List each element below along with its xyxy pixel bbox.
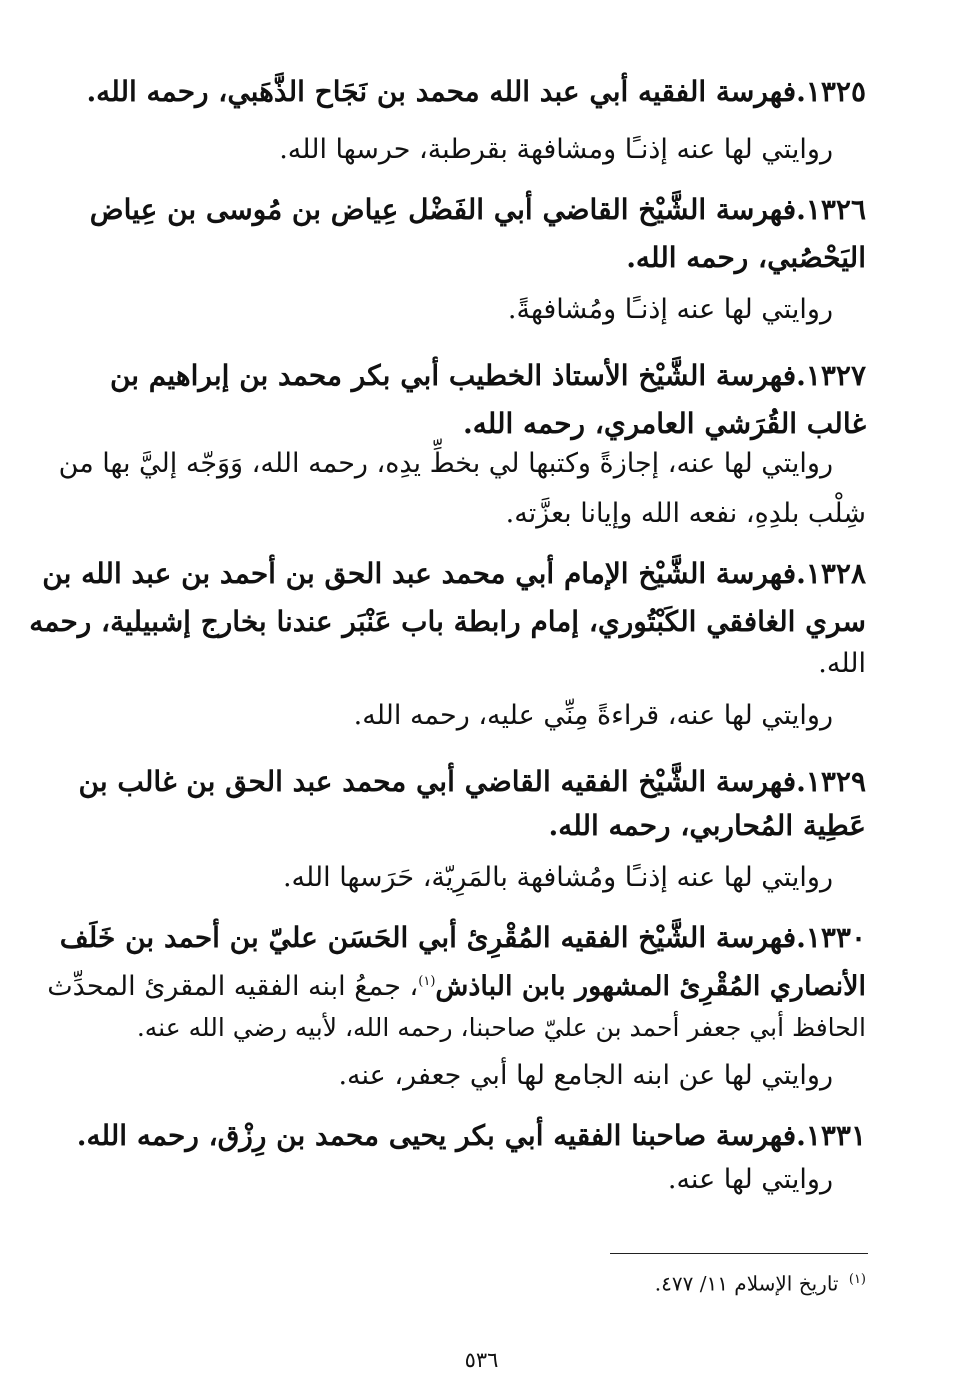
- entry-1327-title-cont: غالب القُرَشي العامري، رحمه الله.: [462, 407, 866, 440]
- entry-1330-title-bold-part: الأنصاري المُقْرِئ المشهور بابن الباذش: [435, 971, 866, 1002]
- entry-1330-title-cont: [47, 962, 866, 1002]
- entry-1327-title: ١٣٢٧.فهرسة الشَّيْخ الأستاذ الخطيب أبي بكر محمد بن إبراهيم بن: [109, 359, 866, 392]
- footnote: [655, 1266, 866, 1298]
- entry-1326-narration: روايتي لها عنه إذنـًا ومُشافهةً.: [507, 294, 833, 325]
- entry-1326-title-cont: اليَحْصُبي، رحمه الله.: [626, 241, 866, 274]
- entry-1329-title-cont: عَطِية المُحاربي، رحمه الله.: [548, 809, 866, 842]
- page-number: ٥٣٦: [464, 1348, 499, 1372]
- entry-1328-title: ١٣٢٨.فهرسة الشَّيْخ الإمام أبي محمد عبد الحق بن أحمد بن عبد الله بن: [42, 557, 866, 590]
- entry-1326-title: ١٣٢٦.فهرسة الشَّيْخ القاضي أبي الفَضْل عِياض بن مُوسى بن عِياض: [89, 193, 866, 226]
- entry-1331-narration: روايتي لها عنه.: [667, 1164, 833, 1195]
- footnote-reference-marker: (١): [418, 974, 436, 989]
- footnote-text: تاريخ الإسلام ١١/ ٤٧٧.: [654, 1271, 839, 1296]
- entry-1325-narration: روايتي لها عنه إذنـًا ومشافهة بقرطبة، حرسها الله.: [279, 134, 833, 165]
- entry-1328-title-cont: سري الغافقي الكَبْتُوري، إمام رابطة باب عَنْبَر عندنا بخارج إشبيلية، رحمه: [29, 605, 866, 638]
- entry-1330-title-end: الحافظ أبي جعفر أحمد بن عليّ صاحبنا، رحمه الله، لأبيه رضي الله عنه.: [136, 1013, 866, 1042]
- entry-1331-title: ١٣٣١.فهرسة صاحبنا الفقيه أبي بكر يحيى محمد بن رِزْق، رحمه الله.: [76, 1119, 866, 1152]
- footnote-marker: (١): [848, 1272, 866, 1287]
- entry-1328-narration: روايتي لها عنه، قراءةً مِنِّي عليه، رحمه الله.: [353, 700, 833, 731]
- entry-1329-title: ١٣٢٩.فهرسة الشَّيْخ الفقيه القاضي أبي محمد عبد الحق بن غالب بن: [78, 765, 866, 798]
- entry-1329-narration: روايتي لها عنه إذنـًا ومُشافهة بالمَرِيّة، حَرَسها الله.: [282, 862, 833, 893]
- entry-1327-narration: روايتي لها عنه، إجازةً وكتبها لي بخطِّ يدِه، رحمه الله، وَوَجّه إليَّ بها من: [58, 448, 833, 479]
- entry-1327-narration-cont: شِلْب بلدِهِ، نفعه الله وإيانا بعزَّته.: [505, 498, 866, 529]
- entry-1330-title: ١٣٣٠.فهرسة الشَّيْخ الفقيه المُقْرِئ أبي الحَسَن عليّ بن أحمد بن خَلَف: [59, 921, 866, 954]
- footnote-separator: [610, 1253, 868, 1254]
- entry-1325-title: ١٣٢٥.فهرسة الفقيه أبي عبد الله محمد بن نَجَاح الذَّهَبي، رحمه الله.: [86, 75, 866, 108]
- entry-1328-title-end: الله.: [818, 648, 866, 679]
- entry-1330-title-compiler: ، جمعُ ابنه الفقيه المقرئ المحدِّث: [47, 971, 419, 1002]
- entry-1330-narration: روايتي لها عن ابنه الجامع لها أبي جعفر، عنه.: [338, 1060, 833, 1091]
